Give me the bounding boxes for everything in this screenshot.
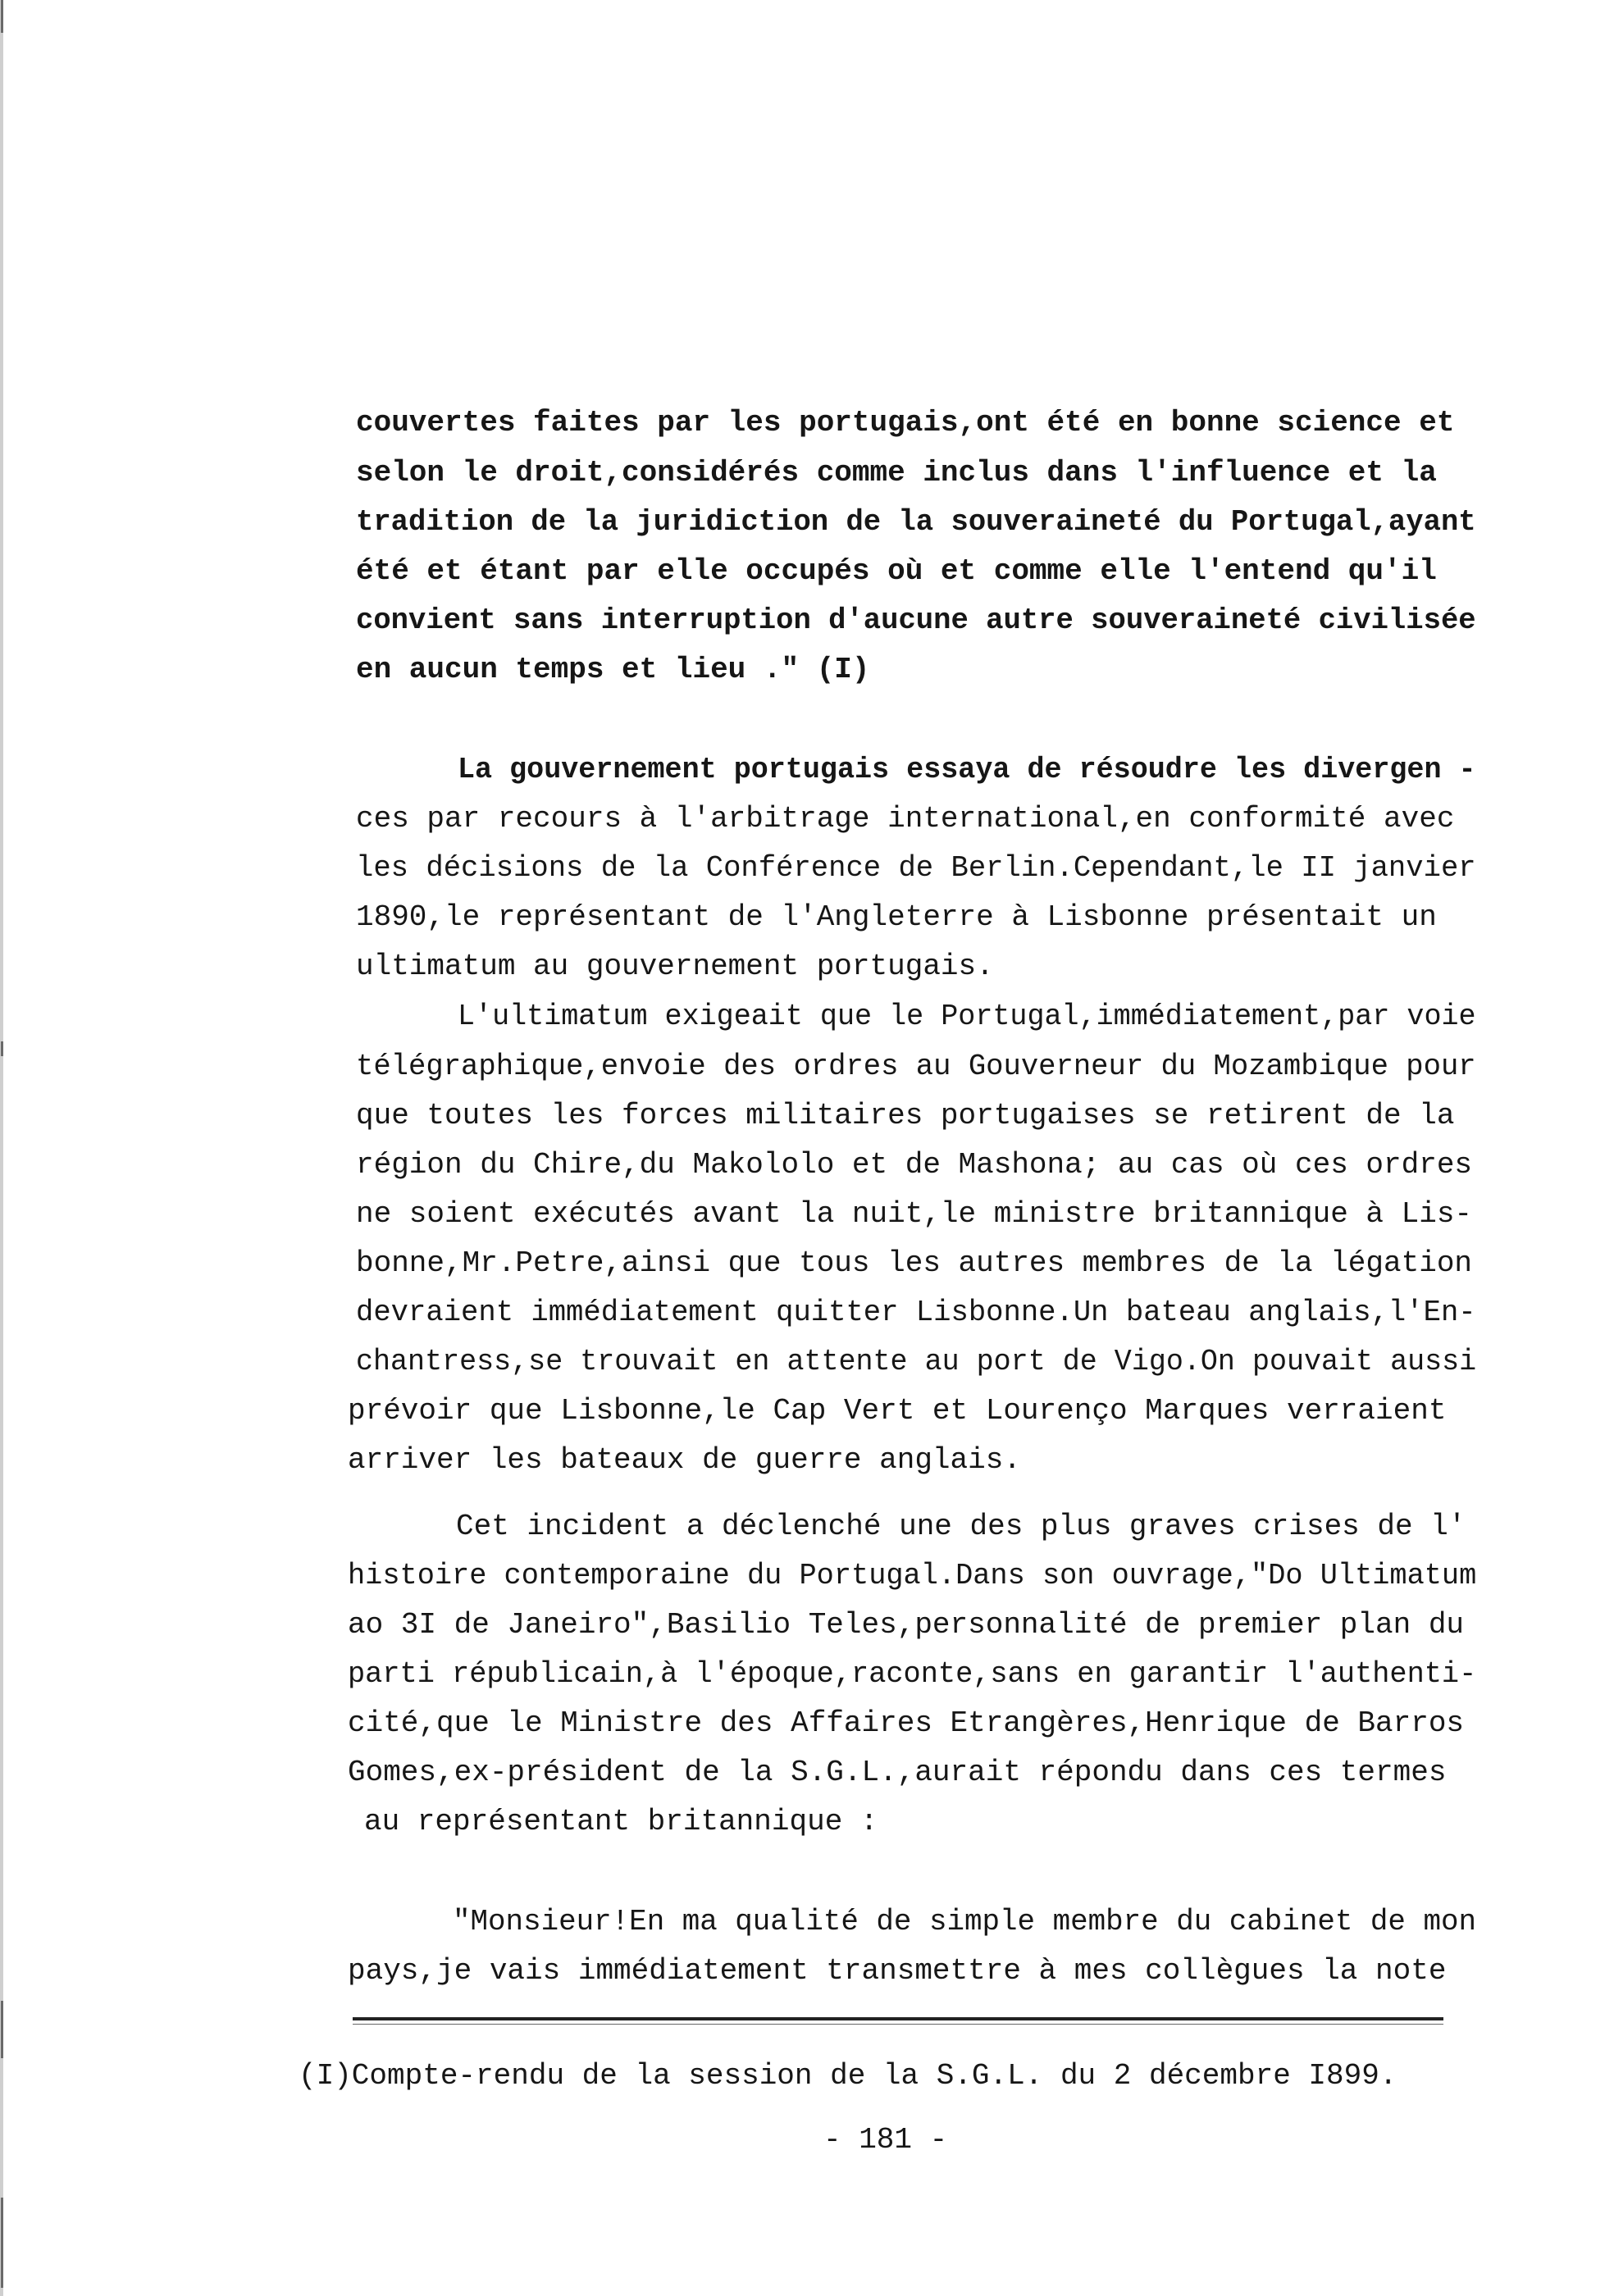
text-line: tradition de la juridiction de la souveraineté du Portugal,ayant — [356, 505, 1476, 539]
text-line: bonne,Mr.Petre,ainsi que tous les autres membres de la légation — [356, 1246, 1473, 1280]
text-line: convient sans interruption d'aucune autre souveraineté civilisée — [356, 604, 1476, 637]
text-line: "Monsieur!En ma qualité de simple membre du cabinet de mon — [453, 1905, 1477, 1938]
text-line: les décisions de la Conférence de Berlin.Cependant,le II janvier — [356, 851, 1476, 885]
text-line: devraient immédiatement quitter Lisbonne.Un bateau anglais,l'En- — [356, 1296, 1476, 1329]
text-line: ne soient exécutés avant la nuit,le ministre britannique à Lis- — [356, 1197, 1473, 1231]
text-line: ces par recours à l'arbitrage international,en conformité avec — [356, 802, 1455, 836]
text-line: prévoir que Lisbonne,le Cap Vert et Lourenço Marques verraient — [348, 1394, 1447, 1428]
text-line: ultimatum au gouvernement portugais. — [356, 950, 994, 983]
footnote-separator — [353, 2017, 1443, 2020]
text-line: cité,que le Ministre des Affaires Etrangères,Henrique de Barros — [348, 1706, 1465, 1740]
text-line: pays,je vais immédiatement transmettre à mes collègues la note — [348, 1954, 1447, 1988]
text-line: arriver les bateaux de guerre anglais. — [348, 1443, 1021, 1477]
text-line: au représentant britannique : — [364, 1805, 878, 1838]
text-line: histoire contemporaine du Portugal.Dans son ouvrage,"Do Ultimatum — [348, 1559, 1477, 1592]
text-line: en aucun temps et lieu ." (I) — [356, 653, 870, 686]
text-line: parti républicain,à l'époque,raconte,sans en garantir l'authenti- — [348, 1657, 1477, 1691]
text-line: Gomes,ex-président de la S.G.L.,aurait répondu dans ces termes — [348, 1756, 1447, 1789]
text-line: région du Chire,du Makololo et de Mashona; au cas où ces ordres — [356, 1148, 1473, 1182]
footnote: (I)Compte-rendu de la session de la S.G.L. du 2 décembre I899. — [299, 2059, 1397, 2093]
page-number: - 181 - — [823, 2123, 948, 2157]
footnote-separator-thin — [353, 2024, 1443, 2025]
text-line: chantress,se trouvait en attente au port de Vigo.On pouvait aussi — [356, 1345, 1477, 1378]
text-line: 1890,le représentant de l'Angleterre à Lisbonne présentait un — [356, 900, 1437, 934]
text-line: selon le droit,considérés comme inclus dans l'influence et la — [356, 456, 1437, 490]
text-line: été et étant par elle occupés où et comme elle l'entend qu'il — [356, 554, 1437, 588]
text-line: L'ultimatum exigeait que le Portugal,immédiatement,par voie — [458, 1000, 1476, 1033]
text-line: ao 3I de Janeiro",Basilio Teles,personnalité de premier plan du — [348, 1608, 1465, 1642]
text-line: La gouvernement portugais essaya de résoudre les divergen - — [458, 753, 1476, 786]
text-line: couvertes faites par les portugais,ont été en bonne science et — [356, 406, 1455, 440]
text-line: télégraphique,envoie des ordres au Gouverneur du Mozambique pour — [356, 1050, 1476, 1083]
text-line: que toutes les forces militaires portugaises se retirent de la — [356, 1099, 1455, 1132]
text-line: Cet incident a déclenché une des plus graves crises de l' — [456, 1510, 1466, 1543]
